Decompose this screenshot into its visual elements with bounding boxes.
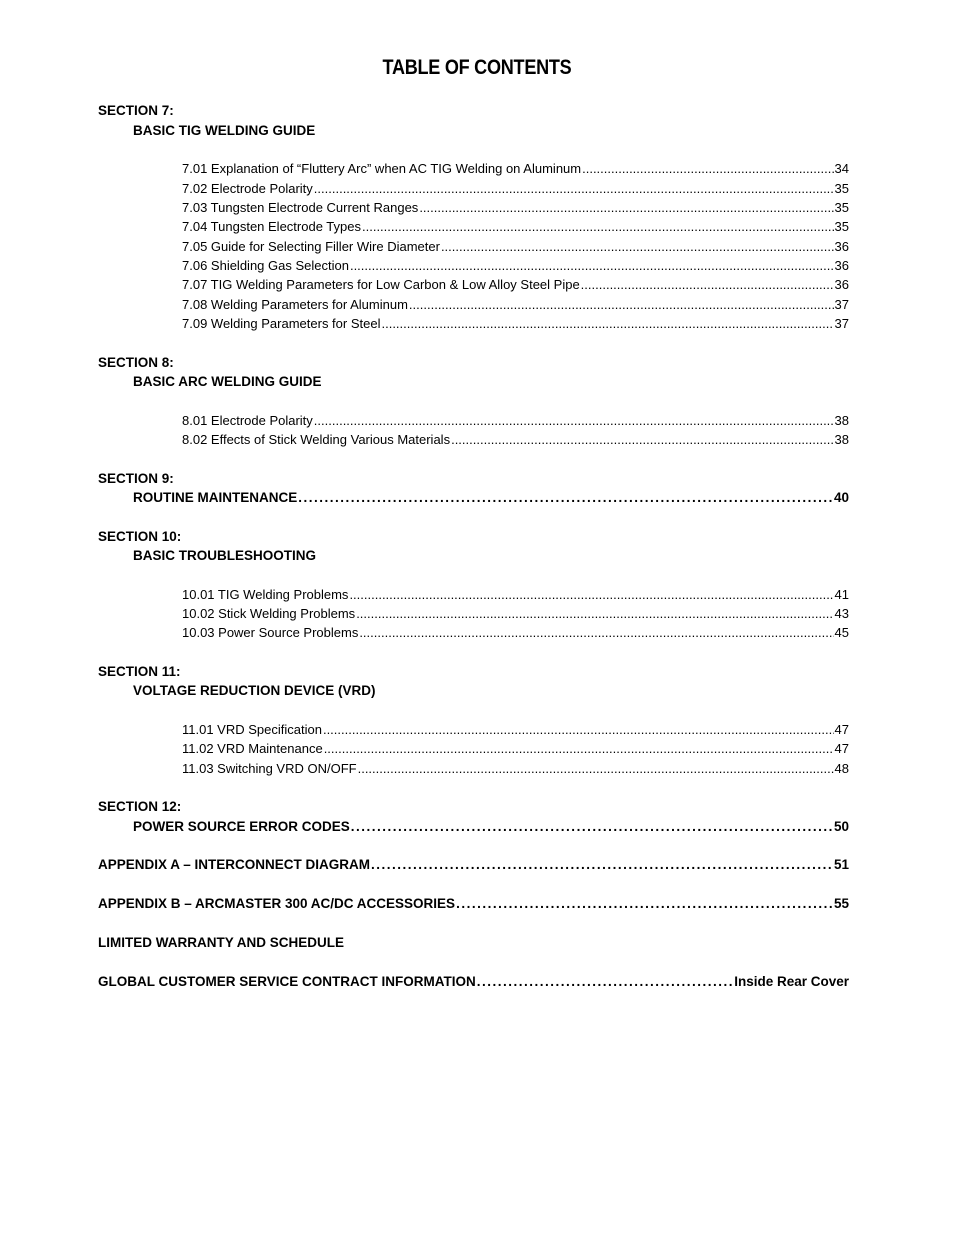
dot-leader — [323, 721, 834, 739]
toc-entry-title: 7.02 Electrode Polarity — [182, 181, 313, 196]
dot-leader — [298, 489, 833, 507]
toc-entry-title: 7.08 Welding Parameters for Aluminum — [182, 297, 408, 312]
toc-entry-appendix-a[interactable] — [98, 856, 849, 874]
section-12-label: SECTION 12: — [98, 799, 182, 814]
dot-leader — [441, 238, 834, 256]
dot-leader — [356, 605, 833, 623]
dot-leader — [359, 624, 833, 642]
dot-leader — [349, 586, 833, 604]
toc-entry-title: APPENDIX A – INTERCONNECT DIAGRAM — [98, 857, 371, 872]
toc-entry-10-02[interactable] — [182, 605, 849, 623]
toc-entry-10-03[interactable] — [182, 624, 849, 642]
page-number: 36 — [834, 239, 849, 254]
toc-entry-7-02[interactable] — [182, 180, 849, 198]
section-7-heading: BASIC TIG WELDING GUIDE — [133, 123, 316, 138]
page-number: 45 — [834, 625, 849, 640]
toc-entry-7-04[interactable] — [182, 218, 849, 236]
section-7-label: SECTION 7: — [98, 103, 174, 118]
toc-entry-title: POWER SOURCE ERROR CODES — [133, 819, 350, 834]
page-number: Inside Rear Cover — [734, 974, 849, 989]
section-10-label: SECTION 10: — [98, 529, 182, 544]
page-number: 38 — [834, 413, 849, 428]
toc-entry-7-07[interactable] — [182, 276, 849, 294]
toc-entry-7-09[interactable] — [182, 315, 849, 333]
page-number: 43 — [834, 606, 849, 621]
dot-leader — [419, 199, 833, 217]
dot-leader — [314, 180, 834, 198]
toc-entry-error-codes[interactable] — [133, 818, 849, 836]
page-number: 34 — [834, 161, 849, 176]
toc-entry-title: 8.01 Electrode Polarity — [182, 413, 313, 428]
toc-entry-7-03[interactable] — [182, 199, 849, 217]
toc-entry-7-08[interactable] — [182, 296, 849, 314]
toc-entry-title: GLOBAL CUSTOMER SERVICE CONTRACT INFORMATION — [98, 974, 476, 989]
dot-leader — [477, 973, 733, 991]
section-8-heading: BASIC ARC WELDING GUIDE — [133, 374, 322, 389]
dot-leader — [582, 160, 833, 178]
toc-entry-title: 7.05 Guide for Selecting Filler Wire Diameter — [182, 239, 440, 254]
dot-leader — [456, 895, 833, 913]
toc-entry-title: 7.03 Tungsten Electrode Current Ranges — [182, 200, 419, 215]
toc-entry-11-03[interactable] — [182, 760, 849, 778]
toc-entry-global-service[interactable] — [98, 973, 849, 991]
page-number: 50 — [833, 819, 849, 834]
toc-entry-8-02[interactable] — [182, 431, 849, 449]
section-8-label: SECTION 8: — [98, 355, 174, 370]
dot-leader — [409, 296, 834, 314]
toc-entry-10-01[interactable] — [182, 586, 849, 604]
toc-entry-appendix-b[interactable] — [98, 895, 849, 913]
section-9-label: SECTION 9: — [98, 471, 174, 486]
page-number: 51 — [833, 857, 849, 872]
toc-entry-title: 10.03 Power Source Problems — [182, 625, 359, 640]
toc-entry-title: 7.06 Shielding Gas Selection — [182, 258, 349, 273]
toc-entry-7-06[interactable] — [182, 257, 849, 275]
page-number: 35 — [834, 219, 849, 234]
toc-entry-title: 11.02 VRD Maintenance — [182, 741, 323, 756]
dot-leader — [451, 431, 833, 449]
page-number: 47 — [834, 722, 849, 737]
dot-leader — [581, 276, 834, 294]
section-10-heading: BASIC TROUBLESHOOTING — [133, 548, 317, 563]
toc-entry-title: 7.09 Welding Parameters for Steel — [182, 316, 381, 331]
toc-entry-11-01[interactable] — [182, 721, 849, 739]
page-number: 36 — [834, 277, 849, 292]
page-number: 38 — [834, 432, 849, 447]
section-11-label: SECTION 11: — [98, 664, 181, 679]
toc-entry-title: 7.04 Tungsten Electrode Types — [182, 219, 361, 234]
toc-entry-title: ROUTINE MAINTENANCE — [133, 490, 298, 505]
toc-entry-11-02[interactable] — [182, 740, 849, 758]
toc-entry-8-01[interactable] — [182, 412, 849, 430]
toc-entry-routine-maintenance[interactable] — [133, 489, 849, 507]
page-number: 55 — [833, 896, 849, 911]
toc-entry-title: 8.02 Effects of Stick Welding Various Materials — [182, 432, 451, 447]
dot-leader — [371, 856, 833, 874]
dot-leader — [324, 740, 834, 758]
toc-entry-title: 7.07 TIG Welding Parameters for Low Carbon & Low Alloy Steel Pipe — [182, 277, 580, 292]
toc-entry-title: APPENDIX B – ARCMASTER 300 AC/DC ACCESSORIES — [98, 896, 456, 911]
dot-leader — [314, 412, 834, 430]
page-number: 48 — [834, 761, 849, 776]
page-title: TABLE OF CONTENTS — [382, 56, 572, 79]
page-number: 37 — [834, 316, 849, 331]
page-number: 35 — [834, 181, 849, 196]
toc-entry-limited-warranty[interactable]: LIMITED WARRANTY AND SCHEDULE — [98, 935, 344, 950]
page-number: 37 — [834, 297, 849, 312]
toc-entry-title: 11.03 Switching VRD ON/OFF — [182, 761, 357, 776]
page-number: 41 — [834, 587, 849, 602]
page-number: 47 — [834, 741, 849, 756]
toc-entry-title: 10.02 Stick Welding Problems — [182, 606, 356, 621]
toc-entry-title: 7.01 Explanation of “Fluttery Arc” when AC TIG Welding on Aluminum — [182, 161, 582, 176]
dot-leader — [381, 315, 833, 333]
dot-leader — [350, 257, 834, 275]
toc-entry-7-01[interactable] — [182, 160, 849, 178]
toc-entry-7-05[interactable] — [182, 238, 849, 256]
toc-entry-title: 11.01 VRD Specification — [182, 722, 322, 737]
page-number: 40 — [833, 490, 849, 505]
dot-leader — [358, 760, 834, 778]
page-number: 35 — [834, 200, 849, 215]
page-number: 36 — [834, 258, 849, 273]
dot-leader — [362, 218, 834, 236]
section-11-heading: VOLTAGE REDUCTION DEVICE (VRD) — [133, 683, 376, 698]
toc-entry-title: 10.01 TIG Welding Problems — [182, 587, 349, 602]
dot-leader — [351, 818, 833, 836]
